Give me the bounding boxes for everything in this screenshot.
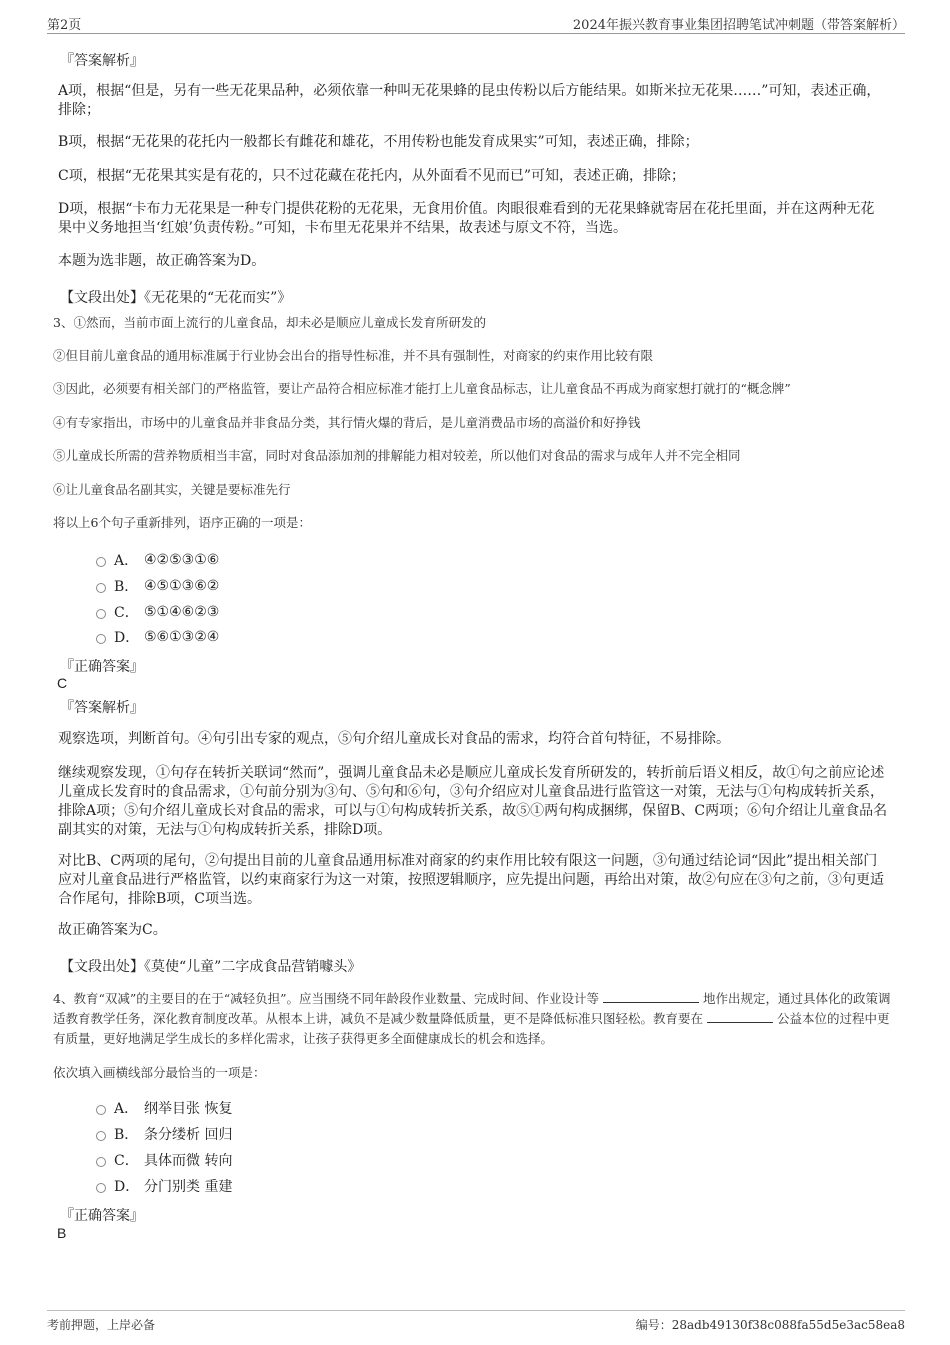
fill-blank xyxy=(603,991,699,1003)
source-citation: 【文段出处】《莫使“儿童”二字成食品营销噱头》 xyxy=(60,959,362,975)
option-letter: A． xyxy=(114,553,139,569)
question-sentence: ⑥让儿童食品名副其实，关键是要标准先行 xyxy=(53,482,291,497)
option-c[interactable] xyxy=(96,602,219,622)
correct-answer-label: 『正确答案』 xyxy=(60,659,144,675)
question-sentence: ④有专家指出，市场中的儿童食品并非食品分类，其行情火爆的背后，是儿童消费品市场的高溢价和好挣钱 xyxy=(53,415,641,430)
option-b[interactable] xyxy=(96,1124,232,1144)
option-letter: A． xyxy=(114,1101,139,1117)
radio-icon[interactable] xyxy=(96,1157,106,1167)
option-b[interactable] xyxy=(96,576,219,596)
document-title: 2024年振兴教育事业集团招聘笔试冲刺题（带答案解析） xyxy=(572,18,905,33)
option-d[interactable] xyxy=(96,627,219,647)
radio-icon[interactable] xyxy=(96,609,106,619)
analysis-paragraph: 继续观察发现，①句存在转折关联词“然而”，强调儿童食品未必是顺应儿童成长发育所研发的，转折前后语义相反，故①句之前应论述儿童成长发育时的食品需求，①句前分别为③句、⑤句和⑥句，③句介绍应对儿童食品进行监管这一对策，无法与①句构成转折关系，排除A项；⑤句介绍儿童成长对食品的需求，可以与①句构成转折关系，故⑤①两句构成捆绑，保留B、C两项；⑥句介绍让儿童食品名副其实的对策，无法与①句构成转折关系，排除D项。 xyxy=(58,765,888,838)
option-letter: B． xyxy=(114,1127,139,1143)
radio-icon[interactable] xyxy=(96,557,106,567)
question-sentence: ②但目前儿童食品的通用标准属于行业协会出台的指导性标准，并不具有强制性，对商家的约束作用比较有限 xyxy=(53,348,654,363)
option-letter: B． xyxy=(114,579,139,595)
page-header xyxy=(47,12,905,34)
analysis-label: 『答案解析』 xyxy=(60,700,144,716)
option-letter: C． xyxy=(114,605,139,621)
option-letter: C． xyxy=(114,1153,139,1169)
option-a[interactable] xyxy=(96,1098,232,1118)
question-text-part: 地作出规定，通过具体化的政策调适教育教学任务，深化教育制度改革。从根本上讲，减负不是减少数量降低质量，更不是降低标准只图轻松。教育要在 xyxy=(53,991,891,1026)
question-sentence: 3、①然而，当前市面上流行的儿童食品，却未必是顺应儿童成长发育所研发的 xyxy=(53,315,486,330)
option-text: 纲举目张 恢复 xyxy=(144,1101,233,1117)
analysis-paragraph: 故正确答案为C。 xyxy=(58,922,167,938)
radio-icon[interactable] xyxy=(96,1131,106,1141)
question-sentence: ⑤儿童成长所需的营养物质相当丰富，同时对食品添加剂的排解能力相对较差，所以他们对食品的需求与成年人并不完全相同 xyxy=(53,448,741,463)
question-prompt: 依次填入画横线部分最恰当的一项是： xyxy=(53,1065,266,1080)
option-text: ④⑤①③⑥② xyxy=(144,578,220,594)
question-text-part: 4、教育“双减”的主要目的在于“减轻负担”。应当围绕不同年龄段作业数量、完成时间、作业设计等 xyxy=(53,991,600,1006)
question-text-part: 公益本位的过程中更有质量，更好地满足学生成长的多样化需求，让孩子获得更多全面健康成长的机会和选择。 xyxy=(53,1011,890,1046)
document-id: 编号：28adb49130f38c088fa55d5e3ac58ea8 xyxy=(635,1318,905,1332)
correct-answer-label: 『正确答案』 xyxy=(60,1208,144,1224)
analysis-paragraph: 对比B、C两项的尾句，②句提出目前的儿童食品通用标准对商家的约束作用比较有限这一问题，③句通过结论词“因此”提出相关部门应对儿童食品进行严格监管，以约束商家行为这一对策，按照逻辑顺序，应先提出问题，再给出对策，故②句应在③句之前，③句更适合作尾句，排除B项，C项当选。 xyxy=(58,853,884,907)
correct-answer: B xyxy=(57,1225,67,1241)
analysis-paragraph: D项，根据“卡布力无花果是一种专门提供花粉的无花果，无食用价值。肉眼很难看到的无花果蜂就寄居在花托里面，并在这两种无花果中义务地担当‘红娘’负责传粉。”可知，卡布里无花果并不结果，故表述与原文不符，当选。 xyxy=(58,201,875,236)
option-text: ④②⑤③①⑥ xyxy=(144,552,220,568)
correct-answer: C xyxy=(57,675,68,691)
option-text: 条分缕析 回归 xyxy=(144,1127,233,1143)
radio-icon[interactable] xyxy=(96,634,106,644)
option-text: ⑤①④⑥②③ xyxy=(144,604,220,620)
radio-icon[interactable] xyxy=(96,583,106,593)
option-c[interactable] xyxy=(96,1150,232,1170)
option-d[interactable] xyxy=(96,1176,232,1196)
analysis-paragraph: C项，根据“无花果其实是有花的，只不过花藏在花托内，从外面看不见而已”可知，表述正确，排除； xyxy=(58,168,686,184)
radio-icon[interactable] xyxy=(96,1183,106,1193)
analysis-paragraph: A项，根据“但是，另有一些无花果品种，必须依靠一种叫无花果蜂的昆虫传粉以后方能结果。如斯米拉无花果……”可知，表述正确，排除； xyxy=(58,83,881,118)
option-a[interactable] xyxy=(96,550,219,570)
page-footer xyxy=(47,1310,905,1332)
analysis-paragraph: 观察选项，判断首句。④句引出专家的观点，⑤句介绍儿童成长对食品的需求，均符合首句特征，不易排除。 xyxy=(58,731,730,747)
analysis-label: 『答案解析』 xyxy=(60,53,144,69)
option-letter: D． xyxy=(114,1179,140,1195)
fill-blank xyxy=(707,1011,773,1023)
option-letter: D． xyxy=(114,630,140,646)
question-sentence: ③因此，必须要有相关部门的严格监管，要让产品符合相应标准才能打上儿童食品标志，让儿童食品不再成为商家想打就打的“概念牌” xyxy=(53,381,791,396)
question-text xyxy=(53,989,898,1049)
option-text: 分门别类 重建 xyxy=(144,1179,233,1195)
source-citation: 【文段出处】《无花果的“无花而实”》 xyxy=(60,290,292,306)
question-prompt: 将以上6个句子重新排列，语序正确的一项是： xyxy=(53,515,311,530)
radio-icon[interactable] xyxy=(96,1105,106,1115)
option-text: ⑤⑥①③②④ xyxy=(144,629,220,645)
footer-slogan: 考前押题，上岸必备 xyxy=(47,1318,156,1332)
page-number: 第2页 xyxy=(47,18,82,33)
option-text: 具体而微 转向 xyxy=(144,1153,233,1169)
analysis-paragraph: B项，根据“无花果的花托内一般都长有雌花和雄花，不用传粉也能发育成果实”可知，表述正确，排除； xyxy=(58,134,699,150)
analysis-paragraph: 本题为选非题，故正确答案为D。 xyxy=(58,253,266,269)
